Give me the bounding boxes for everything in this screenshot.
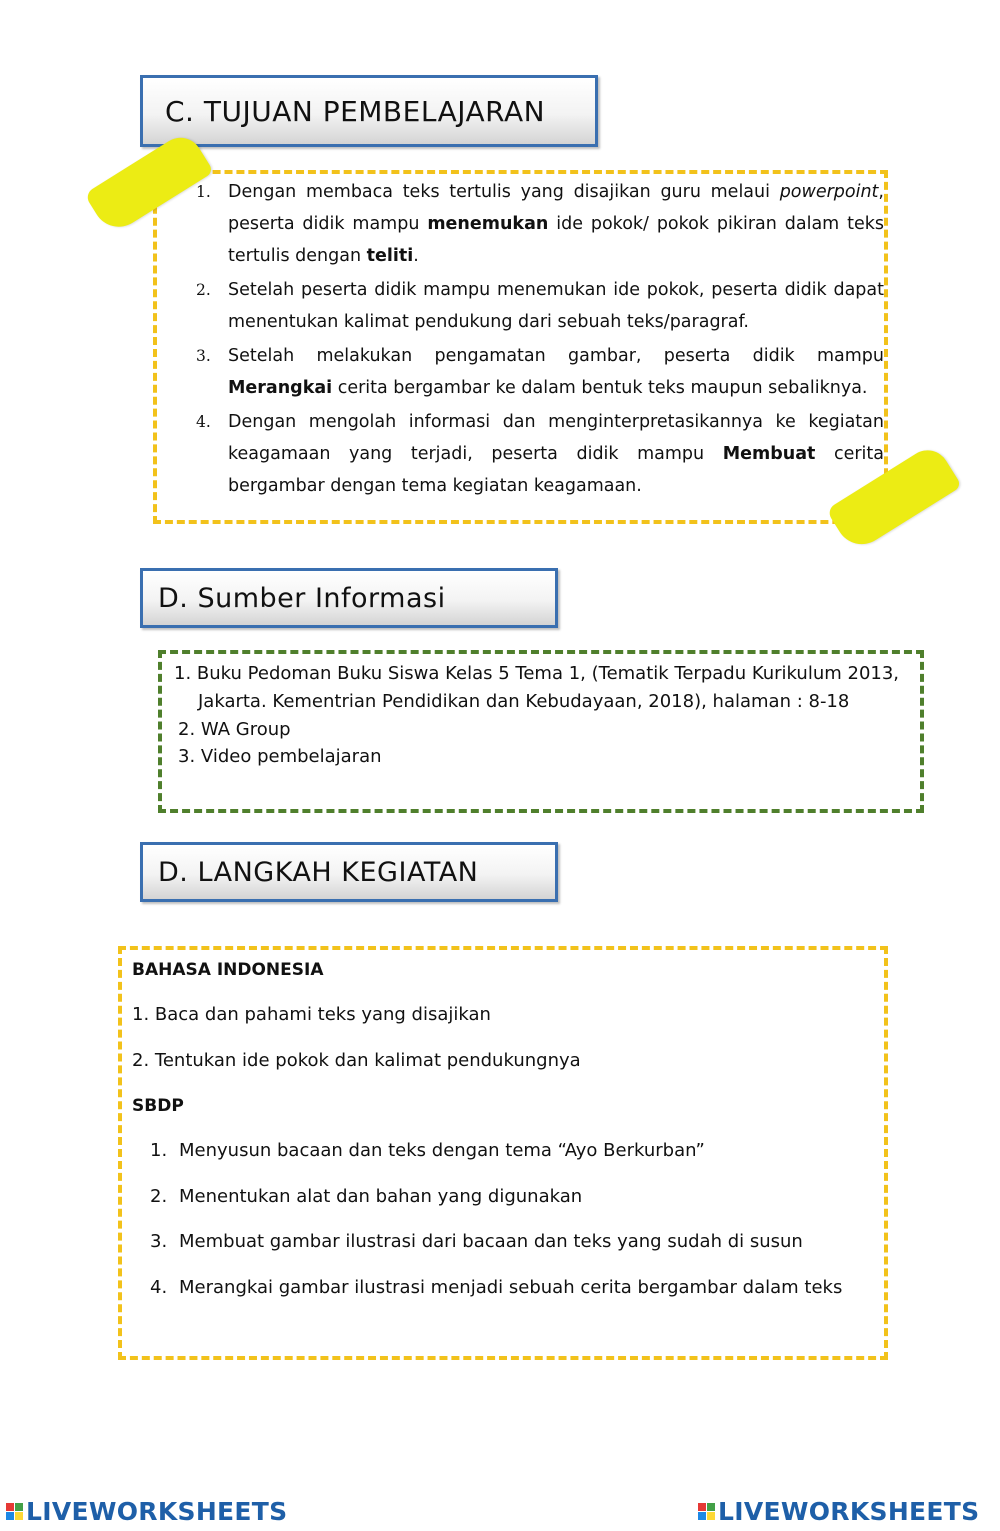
text-part: . [413,246,419,266]
text-part: Setelah melakukan pengamatan gambar, peserta didik mampu [228,346,884,366]
section-d-sumber-title: D. Sumber Informasi [158,582,446,614]
item-text [228,176,884,272]
sbdp-item-3 [150,1231,803,1252]
sbdp-item-1 [150,1140,705,1161]
sumber-item-1-cont [198,688,918,716]
sumber-item-2 [178,716,291,744]
logo-text: LIVEWORKSHEETS [718,1497,980,1526]
tujuan-item-3 [196,340,884,404]
text-part: ide pokok/ pokok pikiran dalam teks tertulis dengan [228,214,884,266]
text-bold: teliti [366,246,414,266]
item-number: 4. [196,413,211,431]
text-part: Dengan mengolah informasi dan menginterpretasikannya ke kegiatan keagamaan yang terjadi, peserta didik mampu [228,412,884,464]
item-number: 1. [196,183,211,201]
item-number: 3. [196,347,211,365]
text-bold: Merangkai [228,378,333,398]
bahasa-heading: BAHASA INDONESIA [132,960,324,980]
tujuan-item-4 [196,406,884,502]
sumber-item-3 [178,743,382,771]
item-text: Menyusun bacaan dan teks dengan tema “Ayo Berkurban” [179,1140,705,1161]
logo-text: LIVEWORKSHEETS [26,1497,288,1526]
sbdp-item-2 [150,1186,582,1207]
section-d-sumber-header [140,568,558,628]
sbdp-heading: SBDP [132,1096,184,1116]
bahasa-item-2: 2. Tentukan ide pokok dan kalimat pendukungnya [132,1050,581,1071]
item-number: 2. [196,281,211,299]
text-bold: menemukan [427,214,549,234]
liveworksheets-icon [698,1503,715,1520]
text-italic: powerpoint [779,182,879,202]
item-text: Menentukan alat dan bahan yang digunakan [179,1186,583,1207]
item-number: 1. [174,663,192,684]
liveworksheets-logo-left[interactable] [6,1497,287,1526]
item-text: Membuat gambar ilustrasi dari bacaan dan teks yang sudah di susun [179,1231,803,1252]
section-c-header [140,75,598,147]
text-bold: Membuat [722,444,816,464]
item-text: Merangkai gambar ilustrasi menjadi sebuah cerita bergambar dalam teks [179,1277,843,1298]
text-part: cerita bergambar dengan tema kegiatan keagamaan. [228,444,885,496]
item-text: Setelah peserta didik mampu menemukan ide pokok, peserta didik dapat menentukan kalimat pendukung dari sebuah teks/paragraf. [228,280,884,332]
item-number: 4. [150,1277,168,1298]
item-number: 2. [178,719,196,740]
item-text: Video pembelajaran [200,746,382,767]
section-d-langkah-title: D. LANGKAH KEGIATAN [158,856,479,888]
tujuan-item-1 [196,176,884,272]
liveworksheets-icon [6,1503,23,1520]
section-c-title: C. TUJUAN PEMBELAJARAN [165,94,546,128]
text-part: cerita bergambar ke dalam bentuk teks maupun sebaliknya. [332,378,868,398]
item-text-continued: Jakarta. Kementrian Pendidikan dan Kebudayaan, 2018), halaman : 8-18 [198,691,850,712]
item-number: 1. [150,1140,168,1161]
tujuan-item-2 [196,274,884,338]
item-text: Buku Pedoman Buku Siswa Kelas 5 Tema 1, (Tematik Terpadu Kurikulum 2013, [196,663,900,684]
item-number: 3. [150,1231,168,1252]
item-number: 3. [178,746,196,767]
sbdp-item-4 [150,1277,842,1298]
text-part: Dengan membaca teks tertulis yang disajikan guru melaui [228,182,780,202]
item-text [228,340,884,404]
text-part: , peserta didik mampu [228,182,884,234]
section-d-langkah-header [140,842,558,902]
sumber-item-1 [174,660,914,688]
item-text: WA Group [200,719,291,740]
item-text [228,406,884,502]
item-number: 2. [150,1186,168,1207]
liveworksheets-logo-right[interactable] [698,1497,979,1526]
bahasa-item-1: 1. Baca dan pahami teks yang disajikan [132,1004,491,1025]
